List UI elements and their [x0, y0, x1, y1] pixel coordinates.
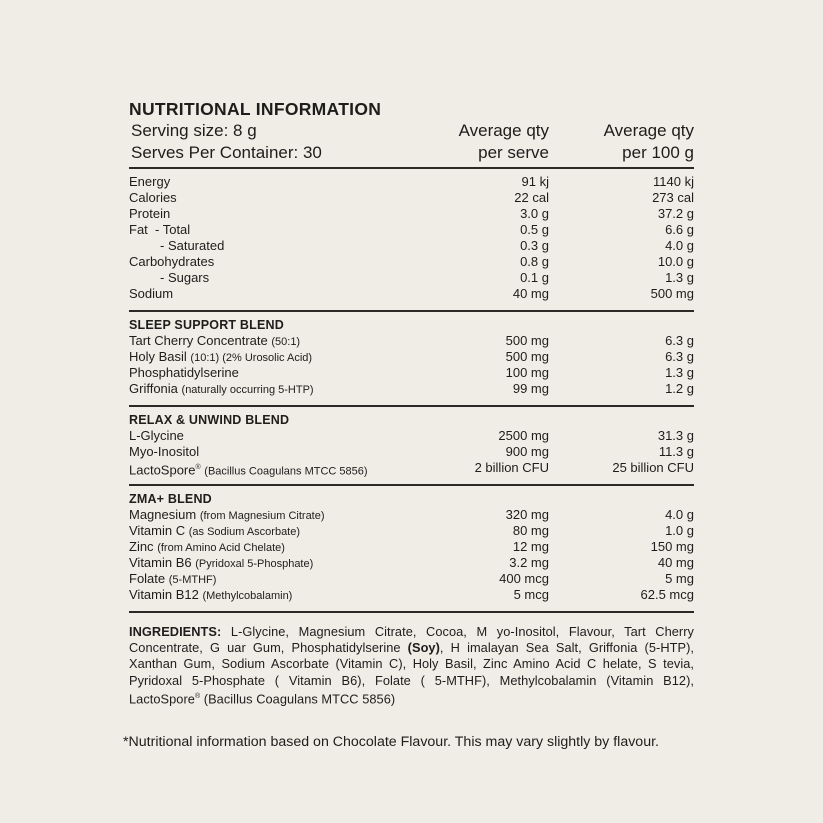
ingredient-name-cell: [129, 349, 312, 366]
nutrient-name: Protein: [129, 206, 171, 221]
nutrition-panel: [129, 98, 694, 707]
column-header-per-serve-line2: per serve: [478, 143, 549, 162]
ingredient-note: (naturally occurring 5-HTP): [181, 384, 314, 396]
per-100g-value: 25 billion CFU: [612, 460, 694, 475]
blend-title: ZMA+ BLEND: [129, 492, 212, 506]
per-serve-value: 2 billion CFU: [474, 460, 549, 475]
ingredient-note: (Methylcobalamin): [202, 590, 293, 602]
per-100g-value: 1140 kj: [653, 174, 694, 189]
per-serve-value: 900 mg: [505, 444, 549, 459]
per-100g-value: 31.3 g: [657, 428, 694, 443]
nutrient-row: [129, 286, 694, 302]
per-serve-value: 320 mg: [505, 507, 549, 522]
serving-size: Serving size: 8 g: [131, 121, 257, 140]
ingredients-part-1: L-Glycine, Magnesium Citrate, Cocoa, M yo-Inositol, Flavour, Tart Cherry Concentrate, G uar Gum, Phosphatidylserine: [129, 624, 694, 656]
per-100g-value: 1.3 g: [665, 270, 694, 285]
ingredient-row: [129, 571, 694, 587]
nutrient-name: Energy: [129, 174, 171, 189]
ingredient-note: (5-MTHF): [168, 574, 217, 586]
ingredient-row: [129, 365, 694, 381]
column-header-per-serve: [459, 120, 549, 164]
blend-title: SLEEP SUPPORT BLEND: [129, 318, 284, 332]
ingredient-name-cell: [129, 333, 300, 350]
ingredients-text: [129, 624, 694, 707]
per-100g-value: 4.0 g: [665, 238, 694, 253]
ingredient-name: Tart Cherry Concentrate: [129, 333, 268, 348]
per-100g-value: 150 mg: [650, 539, 694, 554]
per-100g-value: 6.6 g: [665, 222, 694, 237]
blend-title: RELAX & UNWIND BLEND: [129, 413, 290, 427]
ingredient-row: [129, 587, 694, 603]
per-serve-value: 3.0 g: [520, 206, 549, 221]
per-serve-value: 80 mg: [512, 523, 549, 538]
per-100g-value: 40 mg: [657, 555, 694, 570]
per-100g-value: 1.3 g: [665, 365, 694, 380]
nutrient-name: Sodium: [129, 286, 174, 301]
nutrient-row: [129, 222, 694, 238]
per-serve-value: 3.2 mg: [509, 555, 549, 570]
ingredient-row: [129, 507, 694, 523]
ingredient-name-cell: [129, 428, 184, 444]
sleep-blend-section: [129, 312, 694, 405]
ingredient-name-cell: [129, 571, 216, 588]
ingredient-note: (as Sodium Ascorbate): [188, 526, 301, 538]
ingredient-name-cell: [129, 444, 199, 460]
ingredient-row: [129, 333, 694, 349]
nutrients-section: [129, 169, 694, 310]
ingredient-name-cell: [129, 523, 300, 540]
ingredient-name-cell: [129, 365, 239, 381]
per-serve-value: 500 mg: [505, 349, 549, 364]
ingredient-note: (50:1): [271, 336, 301, 348]
per-serve-value: 12 mg: [512, 539, 549, 554]
per-100g-value: 5 mg: [665, 571, 694, 586]
nutrient-name: Fat - Total: [129, 222, 191, 237]
per-serve-value: 0.1 g: [520, 270, 549, 285]
ingredient-row: [129, 555, 694, 571]
column-header-per-serve-line1: Average qty: [458, 121, 549, 140]
ingredient-note: (from Magnesium Citrate): [199, 510, 325, 522]
per-100g-value: 1.0 g: [665, 523, 694, 538]
nutrient-name: Carbohydrates: [129, 254, 215, 269]
panel-title: NUTRITIONAL INFORMATION: [129, 99, 382, 119]
ingredient-name: Myo-Inositol: [129, 444, 200, 459]
column-header-per-100g: [604, 120, 694, 164]
ingredient-name-cell: [129, 507, 325, 524]
per-serve-value: 40 mg: [512, 286, 549, 301]
per-100g-value: 37.2 g: [657, 206, 694, 221]
per-serve-value: 0.8 g: [520, 254, 549, 269]
column-header-per-100g-line1: Average qty: [603, 121, 694, 140]
ingredient-row: [129, 444, 694, 460]
nutrient-row: [129, 190, 694, 206]
ingredient-name: Vitamin B12: [129, 587, 199, 602]
per-100g-value: 10.0 g: [657, 254, 694, 269]
per-100g-value: 6.3 g: [665, 333, 694, 348]
ingredient-row: [129, 460, 694, 476]
divider: [129, 611, 694, 613]
ingredients-label: INGREDIENTS:: [129, 624, 222, 639]
allergen-soy: (Soy): [407, 640, 440, 656]
serving-info: [131, 120, 322, 164]
per-100g-value: 11.3 g: [658, 444, 694, 459]
ingredient-row: [129, 349, 694, 365]
nutrient-row: [129, 174, 694, 190]
per-serve-value: 5 mcg: [513, 587, 549, 602]
nutrient-row: [129, 206, 694, 222]
serves-per-container: Serves Per Container: 30: [131, 143, 322, 162]
per-100g-value: 6.3 g: [665, 349, 694, 364]
ingredient-note: (from Amino Acid Chelate): [157, 542, 285, 554]
registered-mark: ®: [195, 464, 201, 471]
nutrient-row: [129, 270, 694, 286]
ingredient-name: Zinc: [129, 539, 154, 554]
per-serve-value: 99 mg: [512, 381, 549, 396]
ingredient-name: Phosphatidylserine: [129, 365, 239, 380]
ingredient-name: Griffonia: [129, 381, 178, 396]
ingredient-row: [129, 381, 694, 397]
ingredient-note: (Bacillus Coagulans MTCC 5856): [204, 465, 368, 478]
ingredient-row: [129, 523, 694, 539]
nutrient-name: Calories: [129, 190, 177, 205]
per-serve-value: 100 mg: [505, 365, 549, 380]
ingredient-name: Vitamin C: [129, 523, 186, 538]
per-serve-value: 500 mg: [505, 333, 549, 348]
per-100g-value: 500 mg: [650, 286, 694, 301]
footnote: *Nutritional information based on Chocolate Flavour. This may vary slightly by flavour.: [123, 734, 659, 750]
ingredient-name: L-Glycine: [129, 428, 184, 443]
ingredient-name-cell: [129, 587, 292, 604]
per-100g-value: 4.0 g: [665, 507, 694, 522]
per-100g-value: 273 cal: [652, 190, 694, 205]
ingredient-note: (10:1) (2% Urosolic Acid): [190, 352, 313, 364]
column-header-per-100g-line2: per 100 g: [622, 143, 694, 162]
ingredient-row: [129, 428, 694, 444]
ingredient-name: Vitamin B6: [129, 555, 192, 570]
per-serve-value: 0.3 g: [520, 238, 549, 253]
nutrient-name: - Sugars: [160, 270, 210, 285]
per-serve-value: 0.5 g: [520, 222, 549, 237]
registered-mark: ®: [194, 692, 201, 700]
per-100g-value: 1.2 g: [665, 381, 694, 396]
ingredient-row: [129, 539, 694, 555]
per-serve-value: 2500 mg: [498, 428, 549, 443]
serving-header: [129, 120, 694, 167]
per-serve-value: 400 mcg: [499, 571, 549, 586]
ingredient-name: LactoSpore: [129, 462, 196, 478]
nutrient-row: [129, 254, 694, 270]
ingredient-name-cell: [129, 539, 285, 556]
ingredients-part-3: (Bacillus Coagulans MTCC 5856): [200, 691, 396, 707]
ingredient-name: Magnesium: [129, 507, 197, 522]
ingredient-name-cell: [129, 460, 368, 479]
ingredient-note: (Pyridoxal 5-Phosphate): [195, 558, 314, 570]
ingredient-name: Folate: [129, 571, 166, 586]
per-serve-value: 22 cal: [514, 190, 549, 205]
per-100g-value: 62.5 mcg: [640, 587, 694, 602]
nutrient-row: [129, 238, 694, 254]
relax-blend-section: [129, 407, 694, 484]
ingredient-name: Holy Basil: [129, 349, 187, 364]
ingredients-part-2: , H imalayan Sea Salt, Griffonia (5-HTP), Xanthan Gum, Sodium Ascorbate (Vitamin C), Holy Basil, Zinc Amino Acid C helate, S tevia, Pyridoxal 5-Phosphate ( Vitamin B6), Folate ( 5-MTHF), Methylcobalamin (Vitamin B12), LactoSpore: [129, 640, 694, 707]
ingredient-name-cell: [129, 555, 313, 572]
ingredient-name-cell: [129, 381, 314, 398]
per-serve-value: 91 kj: [521, 174, 549, 189]
nutrient-name: - Saturated: [160, 238, 225, 253]
zma-blend-section: [129, 486, 694, 611]
